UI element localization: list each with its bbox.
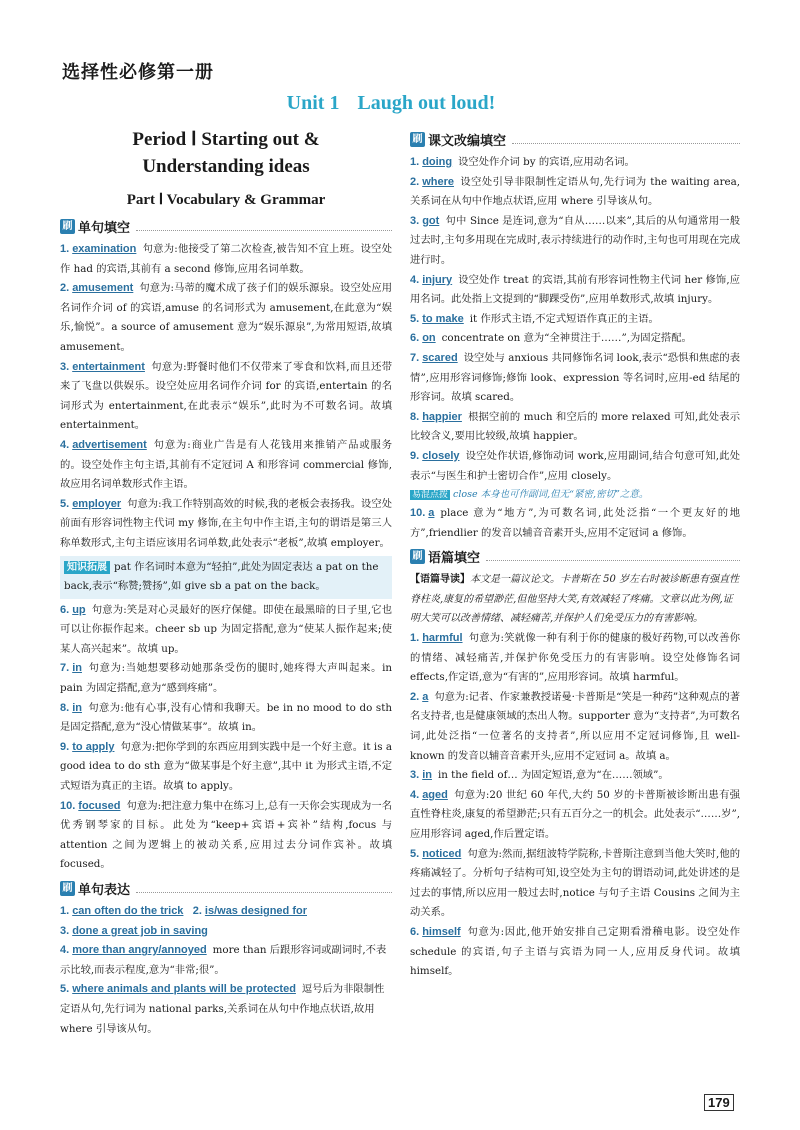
right-items-1	[410, 153, 740, 486]
period-line-1: Period Ⅰ Starting out &	[132, 129, 320, 150]
item-number: 6.	[410, 925, 420, 938]
list-item	[60, 358, 392, 436]
hint-tag: 易混点拨	[412, 490, 449, 501]
item-number: 2.	[410, 690, 420, 703]
answer: on	[422, 332, 436, 345]
list-item	[60, 738, 392, 797]
unit-name: Laugh out loud!	[357, 92, 496, 114]
list-item	[410, 688, 740, 766]
list-item	[410, 212, 740, 271]
list-item	[60, 699, 392, 738]
answer: can often do the trick	[72, 905, 184, 917]
list-item	[60, 279, 392, 357]
answer: employer	[72, 497, 122, 510]
part-heading: Part Ⅰ Vocabulary & Grammar	[126, 192, 326, 208]
item-number: 2.	[410, 175, 420, 188]
dotted-divider	[486, 552, 740, 561]
answer: advertisement	[72, 438, 147, 451]
list-item	[410, 271, 740, 310]
confusion-hint	[410, 486, 740, 504]
list-item	[410, 329, 740, 349]
explanation: 句意为:商业广告是有人花钱用来推销产品或服务的。设空处作主句主语,其前有不定冠词 A 和形容词 commercial 修饰,故应用名词单数形式作主语。	[60, 438, 392, 491]
explanation: 句意为:因此,他开始安排自己定期看滑稽电影。设空处作 schedule 的宾语,句子主语与宾语为同一人,应用反身代词。故填 himself。	[410, 925, 740, 978]
brush-icon: 刷	[410, 549, 425, 564]
item-number: 2.	[192, 905, 202, 917]
section-title: 单句表达	[78, 883, 131, 898]
section-title: 单句填空	[78, 221, 131, 236]
explanation: 设空处作状语,修饰动词 work,应用副词,结合句意可知,此处表示“与医生和护士密切合作”,应用 closely。	[410, 449, 740, 482]
explanation: 句意为:马蒂的魔术成了孩子们的娱乐源泉。设空处应用名词作介词 of 的宾语,amuse 的名词形式为 amusement,在此意为“娱乐,愉悦”。a source of amusement 意为“娱乐源泉”,为常用短语,故填 amusement。	[60, 282, 392, 353]
left-items-1	[60, 240, 392, 554]
item-number: 9.	[410, 449, 420, 462]
item-number: 2.	[60, 282, 70, 295]
answer: happier	[422, 410, 462, 423]
right-column	[410, 126, 740, 982]
answer: in	[422, 769, 432, 782]
answer: scared	[422, 351, 458, 364]
item-number: 3.	[60, 924, 70, 937]
item-number: 1.	[410, 156, 420, 168]
item-number: 9.	[60, 740, 70, 753]
period-line-2: Understanding ideas	[142, 156, 310, 177]
answer: more than angry/annoyed	[72, 944, 207, 957]
explanation: 设空处引导非限制性定语从句,先行词为 the waiting area,关系词在从句中作地点状语,应用 where 引导该从句。	[410, 175, 740, 208]
section-header-expression	[60, 879, 392, 898]
explanation: more than 后跟形容词或副词时,不表示比较,而表示程度,意为“非常;很”。	[60, 944, 387, 976]
answer: himself	[422, 925, 461, 938]
list-item	[410, 173, 740, 212]
list-item	[60, 941, 392, 980]
item-number: 10.	[410, 507, 426, 520]
list-item	[410, 349, 740, 408]
item-number: 7.	[60, 662, 70, 675]
explanation: 句意为:记者、作家兼教授诺曼·卡普斯是“笑是一种药”这种观点的著名支持者,也是健康领域的杰出人物。supporter 意为“支持者”,为可数名词,此处泛指“一位著名的支持者”,所以应用不定冠词修饰,且 well-known 的发音以辅音音素开头,应用不定冠词 a。故填 a。	[410, 690, 740, 762]
list-item	[410, 629, 740, 688]
item-number: 6.	[60, 603, 70, 616]
list-item	[410, 923, 740, 982]
unit-title	[0, 92, 800, 115]
answer: harmful	[422, 632, 463, 645]
explanation: 句意为:然而,据纽波特学院称,卡普斯注意到当他大笑时,他的疼痛减轻了。分析句子结构可知,设空处为主句的谓语动词,此处讲述的是过去的事情,所以应用一般过去时,notice 与句子主语 Cousins 之间为主动关系。	[410, 847, 740, 919]
expression-answers	[60, 902, 392, 1039]
answer: closely	[422, 449, 460, 462]
explanation: 句意为:笑就像一种有利于你的健康的极好药物,可以改善你的情绪、减轻痛苦,并保护你免受压力的有害影响。设空处修饰名词 effects,作定语,意为“有害的”,应用形容词。故填 harmful。	[410, 632, 740, 684]
list-item	[60, 601, 392, 660]
list-item	[60, 495, 392, 554]
explanation: 设空处与 anxious 共同修饰名词 look,表示“恐惧和焦虑的表情”,应用形容词修饰;修饰 look、expression 等名词时,应用-ed 结尾的形容词。故填 scared。	[410, 351, 740, 404]
explanation: 句意为:我工作特别高效的时候,我的老板会表扬我。设空处前面有形容词性物主代词 my 修饰,在主句中作主语,主句的谓语是第三人称单数形式,主句主语应该用名词单数,此处表示“老板”,故填 employer。	[60, 497, 392, 549]
dotted-divider	[512, 135, 740, 144]
item-number: 6.	[410, 332, 420, 345]
right-items-2	[410, 629, 740, 982]
answer: examination	[72, 243, 137, 255]
explanation: it 作形式主语,不定式短语作真正的主语。	[469, 312, 659, 325]
answer: where animals and plants will be protected	[72, 983, 296, 996]
item-number: 3.	[410, 214, 420, 227]
list-item	[410, 310, 740, 330]
item-number: 8.	[60, 701, 70, 714]
explanation: concentrate on 意为“全神贯注于……”,为固定搭配。	[441, 332, 692, 345]
explanation: 句意为:20 世纪 60 年代,大约 50 岁的卡普斯被诊断出患有强直性脊柱炎,康复的希望渺茫;只有五百分之一的机会。此处表示“……岁”,应用形容词 aged,作后置定语。	[410, 788, 740, 840]
dotted-divider	[136, 222, 392, 231]
item-number: 5.	[410, 847, 420, 860]
tip-tag: 知识拓展	[64, 561, 110, 574]
item-number: 1.	[60, 905, 70, 917]
period-heading	[60, 126, 392, 180]
answer: entertainment	[72, 360, 145, 373]
section-header-text-adaptation	[410, 130, 740, 149]
tip-text: pat 作名词时本意为“轻拍”,此处为固定表达 a pat on the back,表示“称赞;赞扬”,如 give sb a pat on the back。	[64, 560, 379, 593]
right-items-b	[410, 504, 740, 543]
explanation: 根据空前的 much 和空后的 more relaxed 可知,此处表示比较含义,要用比较级,故填 happier。	[410, 410, 740, 443]
section-title: 语篇填空	[428, 551, 481, 567]
item-number: 4.	[60, 944, 70, 957]
section-header-passage-fill	[410, 547, 740, 566]
explanation: 逗号后为非限制性定语从句,先行词为 national parks,关系词在从句中作地点状语,故用 where 引导该从句。	[60, 983, 385, 1035]
item-number: 3.	[410, 769, 420, 782]
item-number: 4.	[60, 438, 70, 451]
answer: to apply	[72, 740, 115, 753]
book-title: 选择性必修第一册	[62, 62, 214, 83]
explanation: 设空处作介词 by 的宾语,应用动名词。	[458, 156, 635, 168]
list-item	[410, 766, 740, 786]
explanation: 句意为:野餐时他们不仅带来了零食和饮料,而且还带来了飞盘以供娱乐。设空处应用名词作介词 for 的宾语,entertain 的名词形式为 entertainment,在此表示“娱乐”,此时为不可数名词。故填 entertainment。	[60, 360, 392, 432]
hint-text: close 本身也可作副词,但无“紧密,密切”之意。	[453, 489, 649, 501]
left-column	[60, 126, 392, 1039]
answer: to make	[422, 312, 464, 325]
item-number: 10.	[60, 799, 76, 812]
dotted-divider	[136, 884, 392, 893]
answer: doing	[422, 156, 453, 168]
answer: done a great job in saving	[72, 924, 208, 937]
list-item	[60, 902, 392, 922]
list-item	[410, 845, 740, 923]
answer: is/was designed for	[204, 905, 307, 917]
brush-icon: 刷	[60, 219, 75, 234]
list-item	[410, 447, 740, 486]
answer: got	[422, 214, 440, 227]
list-item	[410, 153, 740, 173]
explanation: 设空处作 treat 的宾语,其前有形容词性物主代词 her 修饰,应用名词。此处指上文提到的“脚踝受伤”,应用单数形式,故填 injury。	[410, 273, 740, 306]
guide-tag: 【语篇导读】	[410, 574, 470, 586]
list-item	[410, 504, 740, 543]
explanation: 句意为:当她想要移动她那条受伤的腿时,她疼得大声叫起来。in pain 为固定搭配,意为“感到疼痛”。	[60, 662, 392, 695]
list-item	[60, 659, 392, 698]
answer: a	[428, 507, 435, 520]
answer: focused	[78, 799, 121, 812]
passage-guide	[410, 570, 740, 629]
item-number: 7.	[410, 351, 420, 364]
answer: injury	[422, 273, 453, 286]
explanation: 句中 Since 是连词,意为“自从……以来”,其后的从句通常用一般过去时,主句多用现在完成时,表示持续进行的动作时,主句也可用现在完成进行时。	[410, 214, 740, 266]
left-items-2	[60, 601, 392, 875]
answer: a	[422, 690, 429, 703]
item-number: 4.	[410, 788, 420, 801]
explanation: 句意为:笑是对心灵最好的医疗保健。即使在最黑暗的日子里,它也可以让你振作起来。cheer sb up 为固定搭配,意为“使某人振作起来;使某人高兴起来”。故填 up。	[60, 603, 392, 655]
list-item	[60, 436, 392, 495]
guide-text: 本文是一篇议论文。卡普斯在 50 岁左右时被诊断患有强直性脊柱炎,康复的希望渺茫,但他坚持大笑,有效减轻了疼痛。文章以此为例,证明大笑可以改善情绪、减轻痛苦,并保护人们免受压力的有害影响。	[410, 574, 740, 625]
explanation: 句意为:他有心事,没有心情和我聊天。be in no mood to do sth 是固定搭配,意为“没心情做某事”。故填 in。	[60, 701, 392, 734]
answer: in	[72, 662, 82, 675]
item-number: 3.	[60, 360, 70, 373]
explanation: in the field of… 为固定短语,意为“在……领域”。	[437, 769, 669, 782]
brush-icon: 刷	[410, 132, 425, 147]
page-number: 179	[704, 1094, 734, 1111]
knowledge-tip	[60, 556, 392, 599]
answer: amusement	[72, 282, 134, 295]
answer: up	[72, 603, 86, 616]
answer: noticed	[422, 847, 462, 860]
explanation: place 意为“地方”,为可数名词,此处泛指“一个更友好的地方”,friendlier 的发音以辅音音素开头,应用不定冠词 a 修饰。	[410, 507, 740, 539]
brush-icon: 刷	[60, 881, 75, 896]
list-item	[60, 240, 392, 279]
list-item	[410, 408, 740, 447]
list-item	[410, 786, 740, 845]
item-number: 8.	[410, 410, 420, 423]
item-number: 5.	[410, 312, 420, 325]
unit-number: Unit 1	[286, 92, 340, 114]
item-number: 1.	[60, 243, 70, 255]
answer: where	[422, 175, 454, 188]
item-number: 1.	[410, 632, 420, 645]
item-number: 5.	[60, 497, 70, 510]
answer: in	[72, 701, 82, 714]
item-number: 5.	[60, 983, 70, 996]
item-number: 4.	[410, 273, 420, 286]
explanation: 句意为:他接受了第二次检查,被告知不宜上班。设空处作 had 的宾语,其前有 a second 修饰,应用名词单数。	[60, 243, 392, 275]
list-item	[60, 797, 392, 875]
explanation: 句意为:把你学到的东西应用到实践中是一个好主意。it is a good idea to do sth 意为“做某事是个好主意”,其中 it 为形式主语,不定式短语为真正的主语。故填 to apply。	[60, 740, 392, 793]
list-item	[60, 922, 392, 942]
explanation: 句意为:把注意力集中在练习上,总有一天你会实现成为一名优秀钢琴家的目标。此处为“keep+宾语+宾补”结构,focus 与 attention 之间为逻辑上的被动关系,应用过去分词作宾补。故填 focused。	[60, 799, 392, 871]
answer: aged	[422, 788, 448, 801]
list-item	[60, 980, 392, 1039]
section-title: 课文改编填空	[428, 134, 507, 149]
section-header-single-fill	[60, 217, 392, 236]
